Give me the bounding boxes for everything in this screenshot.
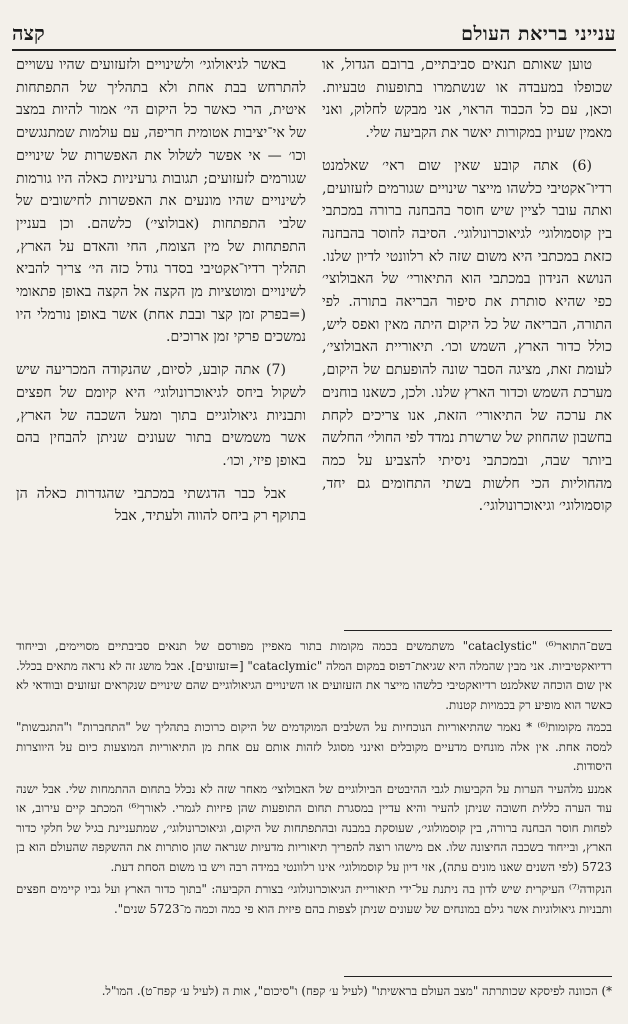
footnote: אמנע מלהעיר הערות על הקביעות לגבי ההיבטים הביולוגיים של האבולוצי׳ מאחר שזה לא נכלל בתחום ההתמחות שלי. אבל ישנה עוד הערה כללית חשובה שניתן להעיר והיא עדיין במסגרת תחום התופעות שהן פיזיות לגמרי. לאורך⁽⁶⁾ המכתב קיים עירוב, או לפחות חוסר הבחנה ברורה, בין קוסמולוגי׳, שעוסקת במבנה ובהתפתחות של היקום, וגיאוכרונולוגי׳, שמתעניינת בגיל של חלקי כדור הארץ, ובייחוד בשכבה החיצונה שלו. אם מישהו רוצה להפריך תיאוריות מדעיות שנראה שהן סותרות את ההשקפה שהעולם הוא בן 5723 (לפי השנים שאנו מונים עתה), אזי דיון על קוסמולוגי׳ אינו רלוונטי במידה רבה ויש בו משום הסחת דעת. [16,781,612,874]
column-left [16,54,306,620]
footnote: בכמה מקומות⁽⁶⁾ * נאמר שהתיאוריות הנוכחיות על השלבים המוקדמים של היקום כרוכות בתהליך של "התחברות" ו"התגבשות" למסה אחת. אין אלה מונחים מדעיים מקובלים ואינני מסוגל לזהות אותם עם אחת מן התיאוריות המוצעות כיום על היווצרות היסודות. [16,720,612,773]
footnote: בשם־התואר⁽⁶⁾ "cataclystic" משתמשים בכמה מקומות בתור מאפיין מפורסם של תנאים סביבתיים מסויימים, ובייחוד רדיואקטיביות. אני מבין שהמלה היא שגיאת־דפוס במקום המלה "cataclymic" [=זעזועים]. אבל מושג זה לא נראה מתאים בכלל. אין שום הוכחה שאלמנט רדיואקטיבי כלשהו מייצר את הזעזועים או השינויים הגיאולוגיים שהם שינויים שנקראים זעזועים ובוודאי לא כאשר הוא מופיע רק בכמויות קטנות. [16,639,612,712]
publisher-note-text: *) הכוונה לפיסקא שכותרתה "מצב העולם בראשיתו" (לעיל ע׳ קפח) ו"סיכום", אות ה (לעיל ע׳ קפח־ט). המו"ל. [101,984,612,998]
paragraph: (7) אתה קובע, לסיום, שהנקודה המכריעה שיש לשקול ביחס לגיאוכרונולוגי׳ היא קיומם של חפצים ותבניות גיאולוגיים בתוך ומעל השכבה של הארץ, אשר משמשים בתור שעונים שניתן להבחין בהם באופן פיזי, וכו׳. [16,362,306,469]
paragraph: טוען שאותם תנאים סביבתיים, ברובם הגדול, או שכופלו במעבדה או שנשתמרו בתופעות טבעיות. וכאן, עם כל הכבוד הראוי, אני מבקש לחלוק, ואני מאמין שעיון במקורות יאשר את הקביעה שלי. [322,57,612,142]
footnote: הנקודה⁽⁷⁾ העיקרית שיש לדון בה ניתנת על־ידי תיאוריית הגיאוכרונולוגי׳ בצורת הקביעה: "בתוך כדור הארץ ועל גביו קיימים חפצים ותבניות גיאולוגיות אשר גילם במונחים של שעונים שניתן לצפות בהם פיזית הוא פי כמה וכמה מ־5723 שנים". [16,882,612,916]
column-right [322,54,612,620]
footnote-divider [344,630,612,631]
paragraph: באשר לגיאולוגי׳ ולשינויים ולזעזועים שהיו עשויים להתרחש בבת אחת ולא בתהליך של התפתחות איטית, הרי כאשר כל היקום הי׳ אמור להיות במצב של אי־יציבות אטומית חריפה, עם עולמות שמתנגשים וכו׳ — אי אפשר לשלול את האפשרות של שינויים שגורמים לזעזועים; תגובות גרעיניות כאלה היו גורמות לשינויים שהיו מונעים את האפשרות לחישובים של שלבי התפתחות (אבולוצי׳) כלשהם. וכן בעניין התפתחות של מין הצומח, החי והאדם על הארץ, תהליך רדיו־אקטיבי בסדר גודל כזה הי׳ צריך להביא לשינויים ומוטציות מן הקצה אל הקצה באופן פתאומי (=בפרק זמן קצר ובבת אחת) אשר באופן נורמלי היו נמשכים פרקי זמן ארוכים. [16,57,306,346]
footnotes [16,637,612,949]
paragraph: אבל כבר הדגשתי במכתבי שהגדרות כאלה הן בתוקף רק ביחס להווה ולעתיד, אבל [16,485,306,525]
publisher-note [16,982,612,1020]
page-number: קצה [12,21,45,45]
body-columns [16,54,612,620]
page-header [12,6,616,51]
paragraph: (6) אתה קובע שאין שום ראי׳ שאלמנט רדיו־אקטיבי כלשהו מייצר שינויים שגורמים לזעזועים, ואתה עובר לציין שיש חוסר בהבחנה ברורה במכתבי בין קוסמולוגי׳ לגיאוכרונולוגי׳. הסיבה לחוסר בהבחנה כזאת במכתבי היא משום שזה לא רלוונטי לדיון שלנו. הנושא הנידון במכתבי הוא התיאורי׳ של האבולוצי׳ כפי שהיא סותרת את סיפור הבריאה בתורה. לפי התורה, הבריאה של כל היקום היתה מאין ואפס ליש, כולל כדור הארץ, השמש וכו׳. תיאוריית האבולוצי׳, לעומת זאת, מציגה הסבר שונה להופעתם של היקום, מערכת השמש וכדור הארץ שלנו. ולכן, כשאנו בוחנים את ערכה של התיאורי׳ הזאת, אנו צריכים לקחת בחשבון שהחוזק של שרשרת נמדד לפי החולי׳ החלשה ביותר שבה, ובמכתבי ניסיתי להצביע על כמה מהחוליות הכי חלשות בשתי התחומים גם יחד, קוסמולוגי׳ וגיאוכרונולוגי׳. [322,157,612,515]
star-note-divider [344,976,612,977]
running-title: ענייני בריאת העולם [461,23,616,45]
